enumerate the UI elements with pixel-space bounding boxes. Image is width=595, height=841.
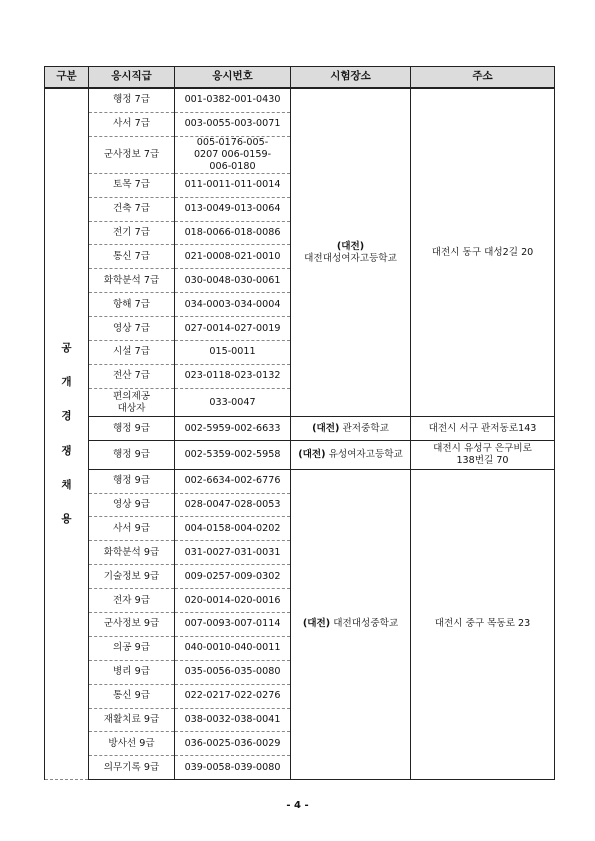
exam-number-cell: 009-0257-009-0302	[175, 565, 291, 589]
exam-number-cell: 018-0066-018-0086	[175, 221, 291, 245]
venue-city: (대전)	[302, 618, 331, 630]
category-char: 용	[61, 512, 72, 525]
category-char: 공	[61, 342, 72, 355]
exam-number-cell: 021-0008-021-0010	[175, 245, 291, 269]
position-cell: 통신 7급	[89, 245, 175, 269]
exam-number-cell: 015-0011	[175, 340, 291, 364]
exam-number-cell: 040-0010-040-0011	[175, 636, 291, 660]
position-cell: 행정 9급	[89, 469, 175, 493]
exam-number-cell: 034-0003-034-0004	[175, 293, 291, 317]
header-position: 응시직급	[89, 67, 175, 89]
exam-number-cell: 028-0047-028-0053	[175, 493, 291, 517]
position-cell: 군사정보 7급	[89, 136, 175, 173]
position-cell: 영상 9급	[89, 493, 175, 517]
exam-venue-table	[44, 66, 555, 780]
table-row	[45, 417, 555, 441]
exam-number-cell: 023-0118-023-0132	[175, 364, 291, 388]
position-cell: 화학분석 7급	[89, 269, 175, 293]
exam-number-cell: 004-0158-004-0202	[175, 517, 291, 541]
category-char: 쟁	[61, 444, 72, 457]
position-cell: 시설 7급	[89, 340, 175, 364]
header-address: 주소	[411, 67, 555, 89]
address-cell: 대전시 동구 대성2길 20	[411, 88, 555, 417]
venue-city: (대전)	[298, 448, 326, 460]
exam-number-cell: 036-0025-036-0029	[175, 732, 291, 756]
exam-number-cell: 031-0027-031-0031	[175, 541, 291, 565]
venue-cell	[291, 88, 411, 417]
exam-number-cell: 035-0056-035-0080	[175, 660, 291, 684]
header-venue: 시험장소	[291, 67, 411, 89]
position-cell: 병리 9급	[89, 660, 175, 684]
exam-number-cell: 005-0176-005-0207 006-0159-006-0180	[175, 136, 291, 173]
position-cell: 화학분석 9급	[89, 541, 175, 565]
exam-number-cell: 001-0382-001-0430	[175, 88, 291, 112]
position-cell: 항해 7급	[89, 293, 175, 317]
venue-cell	[291, 441, 411, 470]
exam-number-cell: 007-0093-007-0114	[175, 612, 291, 636]
position-cell: 영상 7급	[89, 317, 175, 341]
position-cell: 토목 7급	[89, 173, 175, 197]
venue-city: (대전)	[312, 422, 340, 434]
position-cell: 행정 9급	[89, 441, 175, 470]
exam-number-cell: 038-0032-038-0041	[175, 708, 291, 732]
venue-school: 대전대성중학교	[333, 618, 399, 630]
position-cell: 전기 7급	[89, 221, 175, 245]
page-number: - 4 -	[286, 800, 309, 811]
table-header-row	[45, 67, 555, 89]
exam-number-cell: 030-0048-030-0061	[175, 269, 291, 293]
table-row	[45, 441, 555, 470]
address-cell: 대전시 중구 목동로 23	[411, 469, 555, 780]
exam-number-cell: 033-0047	[175, 388, 291, 417]
position-cell: 재활치료 9급	[89, 708, 175, 732]
category-char: 채	[61, 478, 72, 491]
address-cell: 대전시 유성구 은구비로 138번길 70	[411, 441, 555, 470]
position-cell: 전산 7급	[89, 364, 175, 388]
position-cell: 의공 9급	[89, 636, 175, 660]
position-cell: 전자 9급	[89, 589, 175, 613]
position-cell: 건축 7급	[89, 197, 175, 221]
header-exam-number: 응시번호	[175, 67, 291, 89]
exam-number-cell: 002-6634-002-6776	[175, 469, 291, 493]
position-cell: 행정 9급	[89, 417, 175, 441]
venue-cell	[291, 469, 411, 780]
exam-number-cell: 022-0217-022-0276	[175, 684, 291, 708]
category-char: 개	[61, 376, 72, 389]
exam-number-cell: 039-0058-039-0080	[175, 756, 291, 780]
exam-number-cell: 002-5359-002-5958	[175, 441, 291, 470]
table-row	[45, 88, 555, 112]
table-row	[45, 469, 555, 493]
position-cell: 방사선 9급	[89, 732, 175, 756]
exam-number-cell: 020-0014-020-0016	[175, 589, 291, 613]
exam-number-cell: 011-0011-011-0014	[175, 173, 291, 197]
venue-school: 대전대성여자고등학교	[304, 252, 397, 264]
exam-number-cell: 002-5959-002-6633	[175, 417, 291, 441]
position-cell: 군사정보 9급	[89, 612, 175, 636]
position-cell: 사서 7급	[89, 112, 175, 136]
position-cell: 행정 7급	[89, 88, 175, 112]
position-cell: 의무기록 9급	[89, 756, 175, 780]
position-cell: 편의제공 대상자	[89, 388, 175, 417]
position-cell: 사서 9급	[89, 517, 175, 541]
venue-city: (대전)	[336, 240, 365, 252]
exam-number-cell: 013-0049-013-0064	[175, 197, 291, 221]
category-char: 경	[61, 410, 72, 423]
venue-school: 관저중학교	[342, 422, 389, 434]
header-category: 구분	[45, 67, 89, 89]
venue-cell	[291, 417, 411, 441]
address-cell: 대전시 서구 관저동로143	[411, 417, 555, 441]
exam-number-cell: 003-0055-003-0071	[175, 112, 291, 136]
exam-number-cell: 027-0014-027-0019	[175, 317, 291, 341]
position-cell: 기술정보 9급	[89, 565, 175, 589]
category-cell	[45, 88, 89, 780]
position-cell: 통신 9급	[89, 684, 175, 708]
venue-school: 유성여자고등학교	[328, 448, 403, 460]
